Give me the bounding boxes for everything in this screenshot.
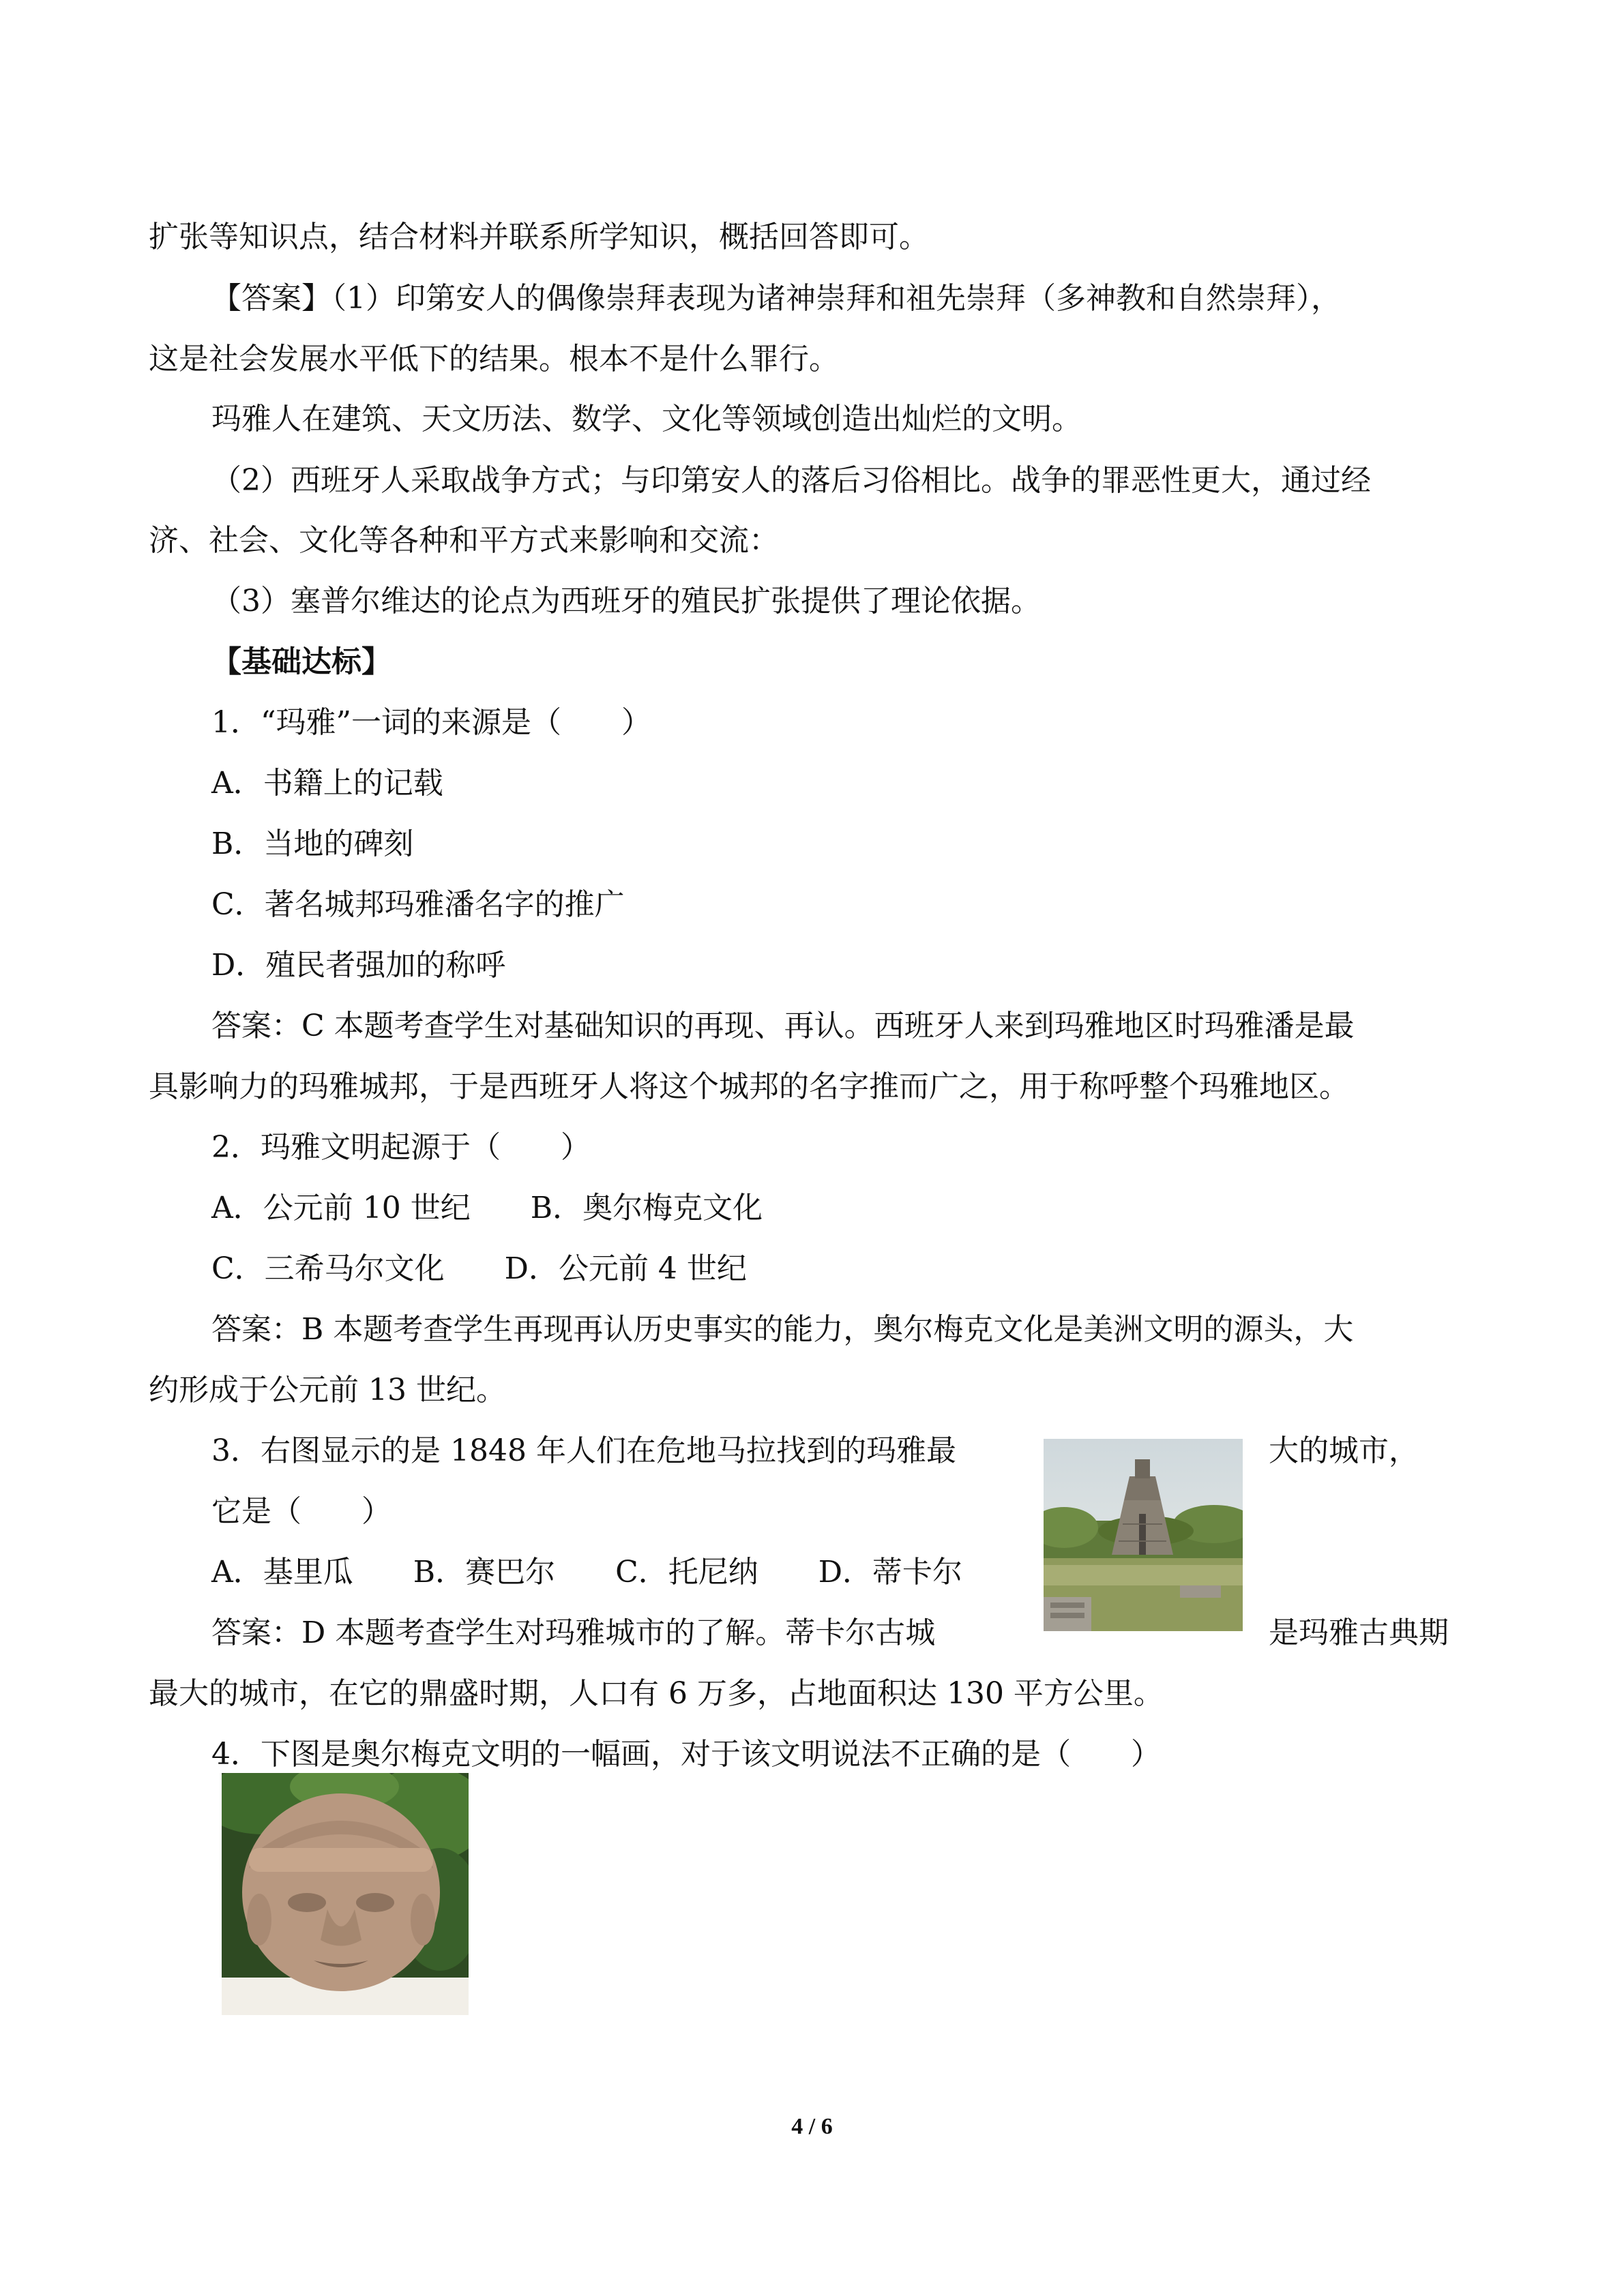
question-2: 2．玛雅文明起源于（ ）	[211, 1130, 591, 1165]
answer-1-line: 答案：C 本题考查学生对基础知识的再现、再认。西班牙人来到玛雅地区时玛雅潘是最	[211, 1009, 1355, 1043]
option-c: C．著名城邦玛雅潘名字的推广	[211, 887, 625, 922]
answer-line: （3）塞普尔维达的论点为西班牙的殖民扩张提供了理论依据。	[211, 584, 1041, 618]
answer-line: 玛雅人在建筑、天文历法、数学、文化等领域创造出灿烂的文明。	[211, 402, 1082, 436]
olmec-head-photo	[222, 1773, 469, 2015]
question-1: 1．“玛雅”一词的来源是（ ）	[211, 705, 651, 740]
options-cd: C．三希马尔文化 D．公元前 4 世纪	[211, 1251, 747, 1286]
tikal-temple-image	[1044, 1439, 1243, 1631]
explanation-line: 扩张等知识点，结合材料并联系所学知识，概括回答即可。	[149, 220, 929, 254]
question-3: 3．右图显示的是 1848 年人们在危地马拉找到的玛雅最	[211, 1433, 956, 1468]
option-a: A．书籍上的记载	[211, 766, 443, 801]
question-3: 大的城市，	[1269, 1433, 1419, 1468]
answer-line: 这是社会发展水平低下的结果。根本不是什么罪行。	[149, 342, 839, 376]
option-d: D．殖民者强加的称呼	[211, 948, 506, 983]
answer-3-line: 最大的城市，在它的鼎盛时期，人口有 6 万多，占地面积达 130 平方公里。	[149, 1676, 1164, 1711]
answer-3-line: 是玛雅古典期	[1269, 1615, 1449, 1650]
question-4: 4．下图是奥尔梅克文明的一幅画，对于该文明说法不正确的是（ ）	[211, 1737, 1161, 1772]
answer-3-line: 答案：D 本题考查学生对玛雅城市的了解。蒂卡尔古城	[211, 1615, 936, 1650]
options-ab: A．公元前 10 世纪 B．奥尔梅克文化	[211, 1191, 763, 1225]
answer-2-line: 约形成于公元前 13 世纪。	[149, 1373, 506, 1407]
question-3: 它是（ ）	[211, 1494, 392, 1529]
answer-line: （2）西班牙人采取战争方式；与印第安人的落后习俗相比。战争的罪恶性更大，通过经	[211, 463, 1371, 498]
page-number: 4 / 6	[791, 2114, 833, 2139]
answer-2-line: 答案：B 本题考查学生再现再认历史事实的能力，奥尔梅克文化是美洲文明的源头，大	[211, 1312, 1354, 1347]
tikal-temple-photo	[1044, 1439, 1243, 1631]
option-b: B．当地的碑刻	[211, 826, 414, 861]
answer-1-line: 具影响力的玛雅城邦，于是西班牙人将这个城邦的名字推而广之，用于称呼整个玛雅地区。	[149, 1069, 1349, 1104]
options-line: A．基里瓜 B．赛巴尔 C．托尼纳 D．蒂卡尔	[211, 1555, 963, 1590]
olmec-head-image	[222, 1773, 469, 2015]
answer-line: 【答案】（1）印第安人的偶像崇拜表现为诸神崇拜和祖先崇拜（多神教和自然崇拜），	[211, 281, 1341, 316]
section-heading: 【基础达标】	[211, 644, 392, 679]
answer-line: 济、社会、文化等各种和平方式来影响和交流：	[149, 523, 779, 558]
